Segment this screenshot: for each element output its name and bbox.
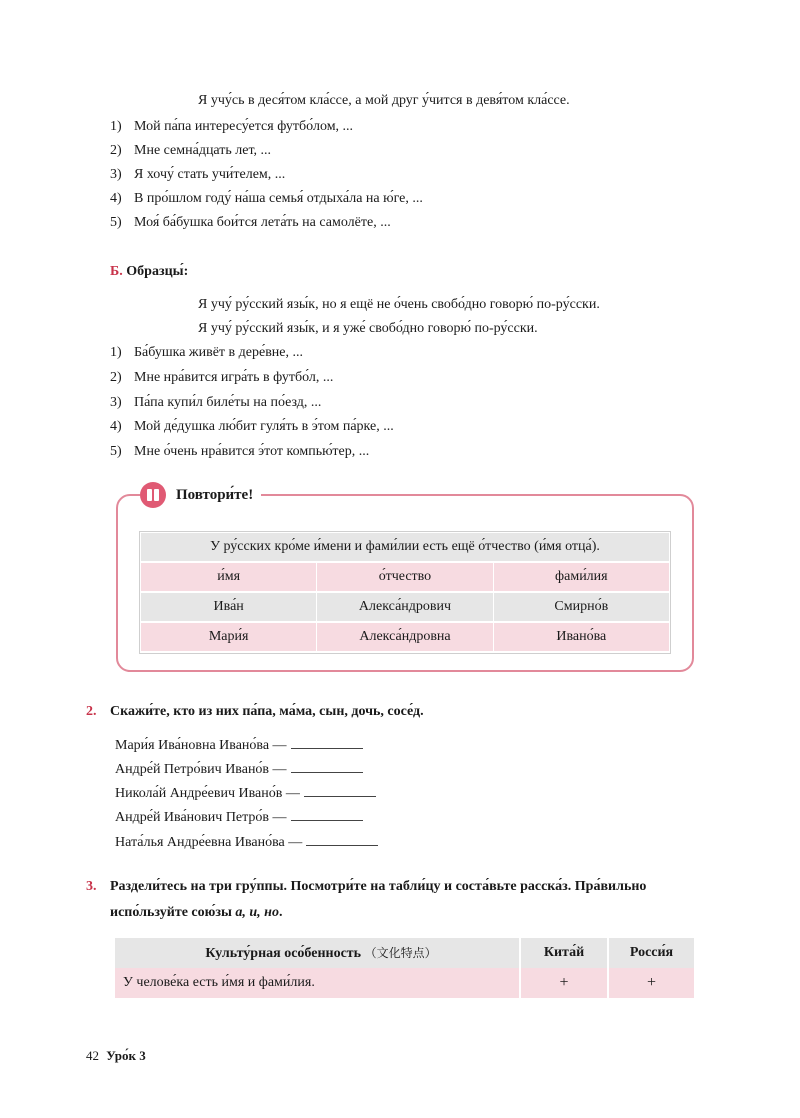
- column-header: и́мя: [141, 562, 317, 592]
- section-b-heading: [110, 263, 188, 281]
- task-3-heading: [86, 878, 646, 896]
- list-item: 4) Мой де́душка лю́бит гуля́ть в э́том па́рке, ...: [110, 419, 394, 434]
- list-item: 5) Мне о́чень нра́вится э́тот компью́тер, ...: [110, 444, 370, 459]
- name-line: Андре́й Петро́вич Ивано́в —: [115, 760, 363, 779]
- list-item: 2) Мне семна́дцать лет, ...: [110, 143, 272, 158]
- column-header: Росси́я: [608, 938, 695, 968]
- table-cell: Алекса́ндровна: [317, 622, 493, 652]
- page-number: 42: [86, 1048, 99, 1063]
- name-line: Ната́лья Андре́евна Ивано́ва —: [115, 833, 378, 852]
- page-footer: [86, 1048, 146, 1064]
- table-row: [141, 622, 670, 652]
- table-cell: Ивано́ва: [493, 622, 669, 652]
- answer-blank[interactable]: [304, 784, 376, 797]
- names-table: [140, 532, 670, 653]
- review-heading: [140, 480, 261, 510]
- task-prompt: Скажи́те, кто из них па́па, ма́ма, сын, дочь, сосе́д.: [110, 704, 424, 719]
- review-title: Повтори́те!: [176, 486, 254, 503]
- answer-blank[interactable]: [291, 736, 363, 749]
- name-line: Мари́я Ива́новна Ивано́ва —: [115, 736, 363, 755]
- task-prompt-line1: Раздели́тесь на три гру́ппы. Посмотри́те на табли́цу и соста́вьте расска́з. Пра́вильно: [110, 879, 647, 894]
- list-item: 4) В про́шлом году́ на́ша семья́ отдыха́ла на ю́ге, ...: [110, 191, 423, 206]
- name-line: Никола́й Андре́евич Ивано́в —: [115, 784, 376, 803]
- name-line: Андре́й Ива́нович Петро́в —: [115, 808, 363, 827]
- task-2-heading: [86, 703, 424, 721]
- column-header: Кита́й: [520, 938, 608, 968]
- answer-blank[interactable]: [306, 833, 378, 846]
- example-sentence-a: Я учу́сь в деся́том кла́ссе, а мой друг у́чится в девя́том кла́ссе.: [198, 93, 570, 108]
- example-sentence-b1: Я учу́ ру́сский язы́к, но я ещё не о́чень свобо́дно говорю́ по-ру́сски.: [198, 297, 600, 312]
- culture-table: [115, 938, 696, 998]
- table-cell: Смирно́в: [493, 592, 669, 622]
- list-item: 1) Ба́бушка живёт в дере́вне, ...: [110, 345, 304, 360]
- table-row: [115, 968, 695, 998]
- section-label: Образцы́:: [126, 264, 189, 279]
- list-item: 5) Моя́ ба́бушка бои́тся лета́ть на самолёте, ...: [110, 215, 391, 230]
- book-icon: [140, 482, 166, 508]
- list-item: 3) Па́па купи́л биле́ты на по́езд, ...: [110, 395, 322, 410]
- list-item: 2) Мне нра́вится игра́ть в футбо́л, ...: [110, 370, 334, 385]
- task-3-prompt-line2: испо́льзуйте сою́зы а, и, но.: [110, 905, 283, 920]
- list-item: 1) Мой па́па интересу́ется футбо́лом, ...: [110, 119, 354, 134]
- conjunctions: а, и, но: [235, 905, 279, 920]
- table-cell: Ива́н: [141, 592, 317, 622]
- example-sentence-b2: Я учу́ ру́сский язы́к, и я уже́ свобо́дно говорю́ по-ру́сски.: [198, 321, 538, 336]
- column-header: о́тчество: [317, 562, 493, 592]
- table-cell: У челове́ка есть и́мя и фами́лия.: [115, 968, 520, 998]
- answer-blank[interactable]: [291, 760, 363, 773]
- list-item: 3) Я хочу́ стать учи́телем, ...: [110, 167, 286, 182]
- task-number: 2.: [86, 704, 97, 719]
- table-row: [141, 592, 670, 622]
- column-header: Культу́рная осо́бенность （文化特点）: [115, 938, 520, 968]
- lesson-label: Уро́к 3: [106, 1048, 146, 1063]
- column-header: фами́лия: [493, 562, 669, 592]
- table-cell: Алекса́ндрович: [317, 592, 493, 622]
- task-number: 3.: [86, 879, 97, 894]
- table-cell: +: [608, 968, 695, 998]
- answer-blank[interactable]: [291, 808, 363, 821]
- section-letter: Б.: [110, 264, 123, 279]
- table-cell: Мари́я: [141, 622, 317, 652]
- table-caption: У ру́сских кро́ме и́мени и фами́лии есть ещё о́тчество (и́мя отца́).: [141, 533, 670, 563]
- table-cell: +: [520, 968, 608, 998]
